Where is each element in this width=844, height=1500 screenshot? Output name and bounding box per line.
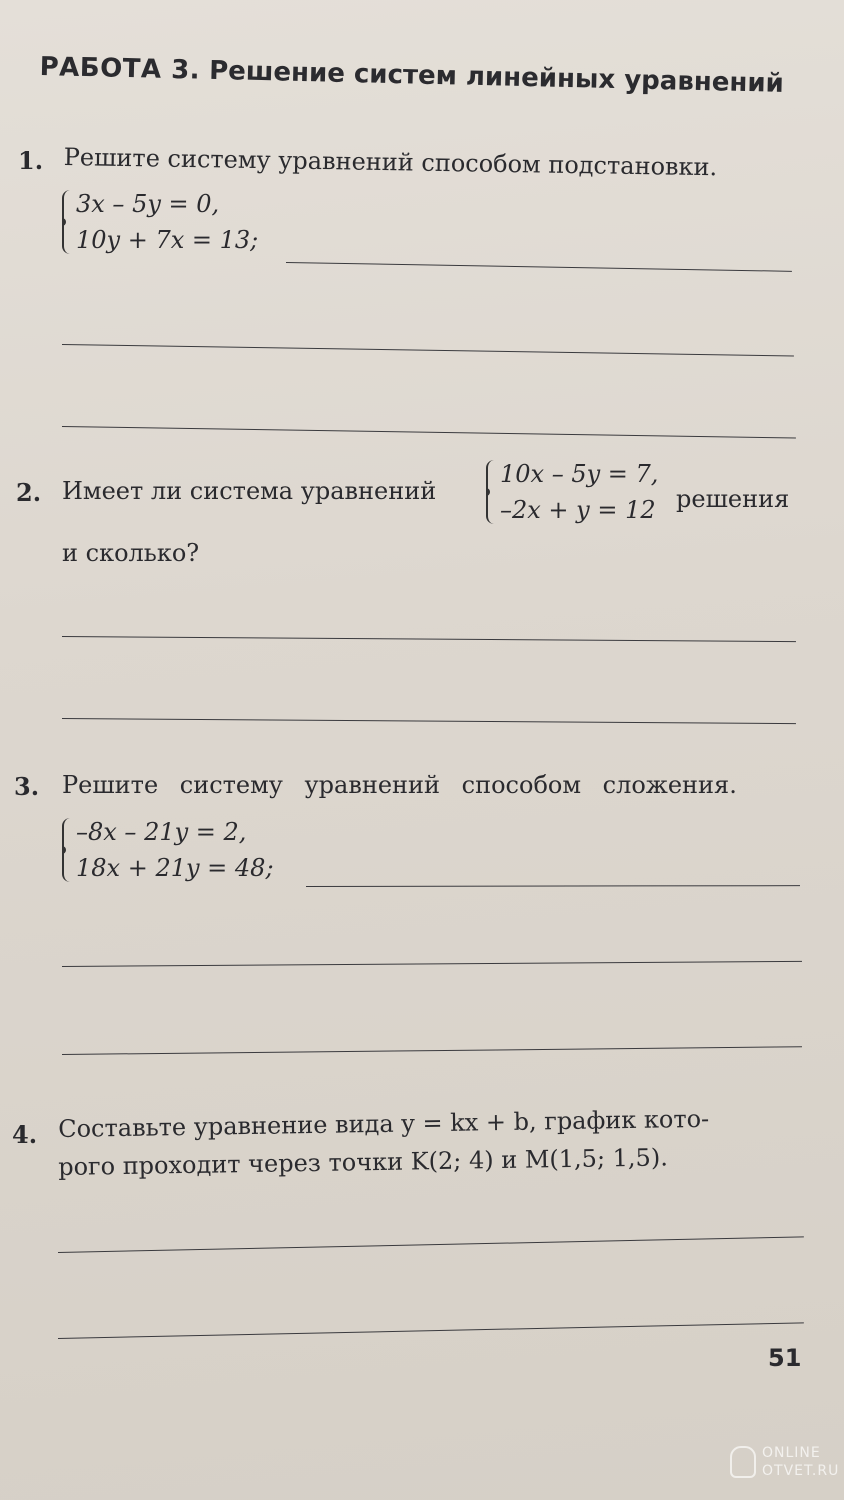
watermark-text	[762, 1444, 839, 1480]
task-4-line1: Составьте уравнение вида y = kx + b, график кото-	[58, 1104, 710, 1143]
task-2-system	[486, 456, 658, 528]
answer-line[interactable]	[62, 718, 796, 724]
task-3-eq1: –8x – 21y = 2,	[76, 818, 247, 846]
worksheet-title	[39, 52, 799, 99]
title-text: Решение систем линейных уравнений	[208, 55, 785, 99]
watermark-line2: OTVET.RU	[762, 1463, 840, 1479]
answer-line[interactable]	[62, 426, 796, 439]
lightbulb-icon	[730, 1446, 756, 1478]
title-prefix: РАБОТА 3.	[39, 52, 201, 86]
task-4-line2: рого проходит через точки K(2; 4) и M(1,5; 1,5).	[58, 1143, 669, 1181]
answer-line[interactable]	[62, 344, 794, 356]
task-3-system	[62, 814, 274, 886]
task-1-text: Решите систему уравнений способом подстановки.	[63, 142, 718, 182]
task-1-system	[62, 186, 258, 258]
task-1-eq1: 3x – 5y = 0,	[76, 190, 220, 218]
task-2-text-line2: и сколько?	[62, 539, 200, 567]
task-2-number: 2.	[16, 478, 42, 507]
task-2-text-after: решения	[676, 485, 790, 513]
brace-icon	[62, 190, 74, 254]
answer-line[interactable]	[306, 885, 800, 887]
answer-line[interactable]	[286, 262, 792, 272]
answer-line[interactable]	[58, 1236, 804, 1253]
task-3-number: 3.	[14, 772, 40, 801]
task-2-eq2: –2x + y = 12	[500, 496, 656, 524]
answer-line[interactable]	[58, 1322, 804, 1339]
task-3-eq2: 18x + 21y = 48;	[76, 854, 274, 882]
task-4-number: 4.	[12, 1120, 38, 1149]
answer-line[interactable]	[62, 636, 796, 642]
task-1-eq2: 10y + 7x = 13;	[76, 226, 259, 254]
task-2-text-before: Имеет ли система уравнений	[62, 477, 437, 505]
answer-line[interactable]	[62, 961, 802, 967]
watermark-line1: ONLINE	[762, 1445, 821, 1461]
answer-line[interactable]	[62, 1046, 802, 1055]
brace-icon	[62, 818, 74, 882]
task-3-text: Решите систему уравнений способом сложения.	[62, 771, 737, 799]
brace-icon	[486, 460, 498, 524]
task-1-number: 1.	[18, 146, 44, 175]
task-2-eq1: 10x – 5y = 7,	[500, 460, 659, 488]
page-number: 51	[768, 1344, 802, 1372]
